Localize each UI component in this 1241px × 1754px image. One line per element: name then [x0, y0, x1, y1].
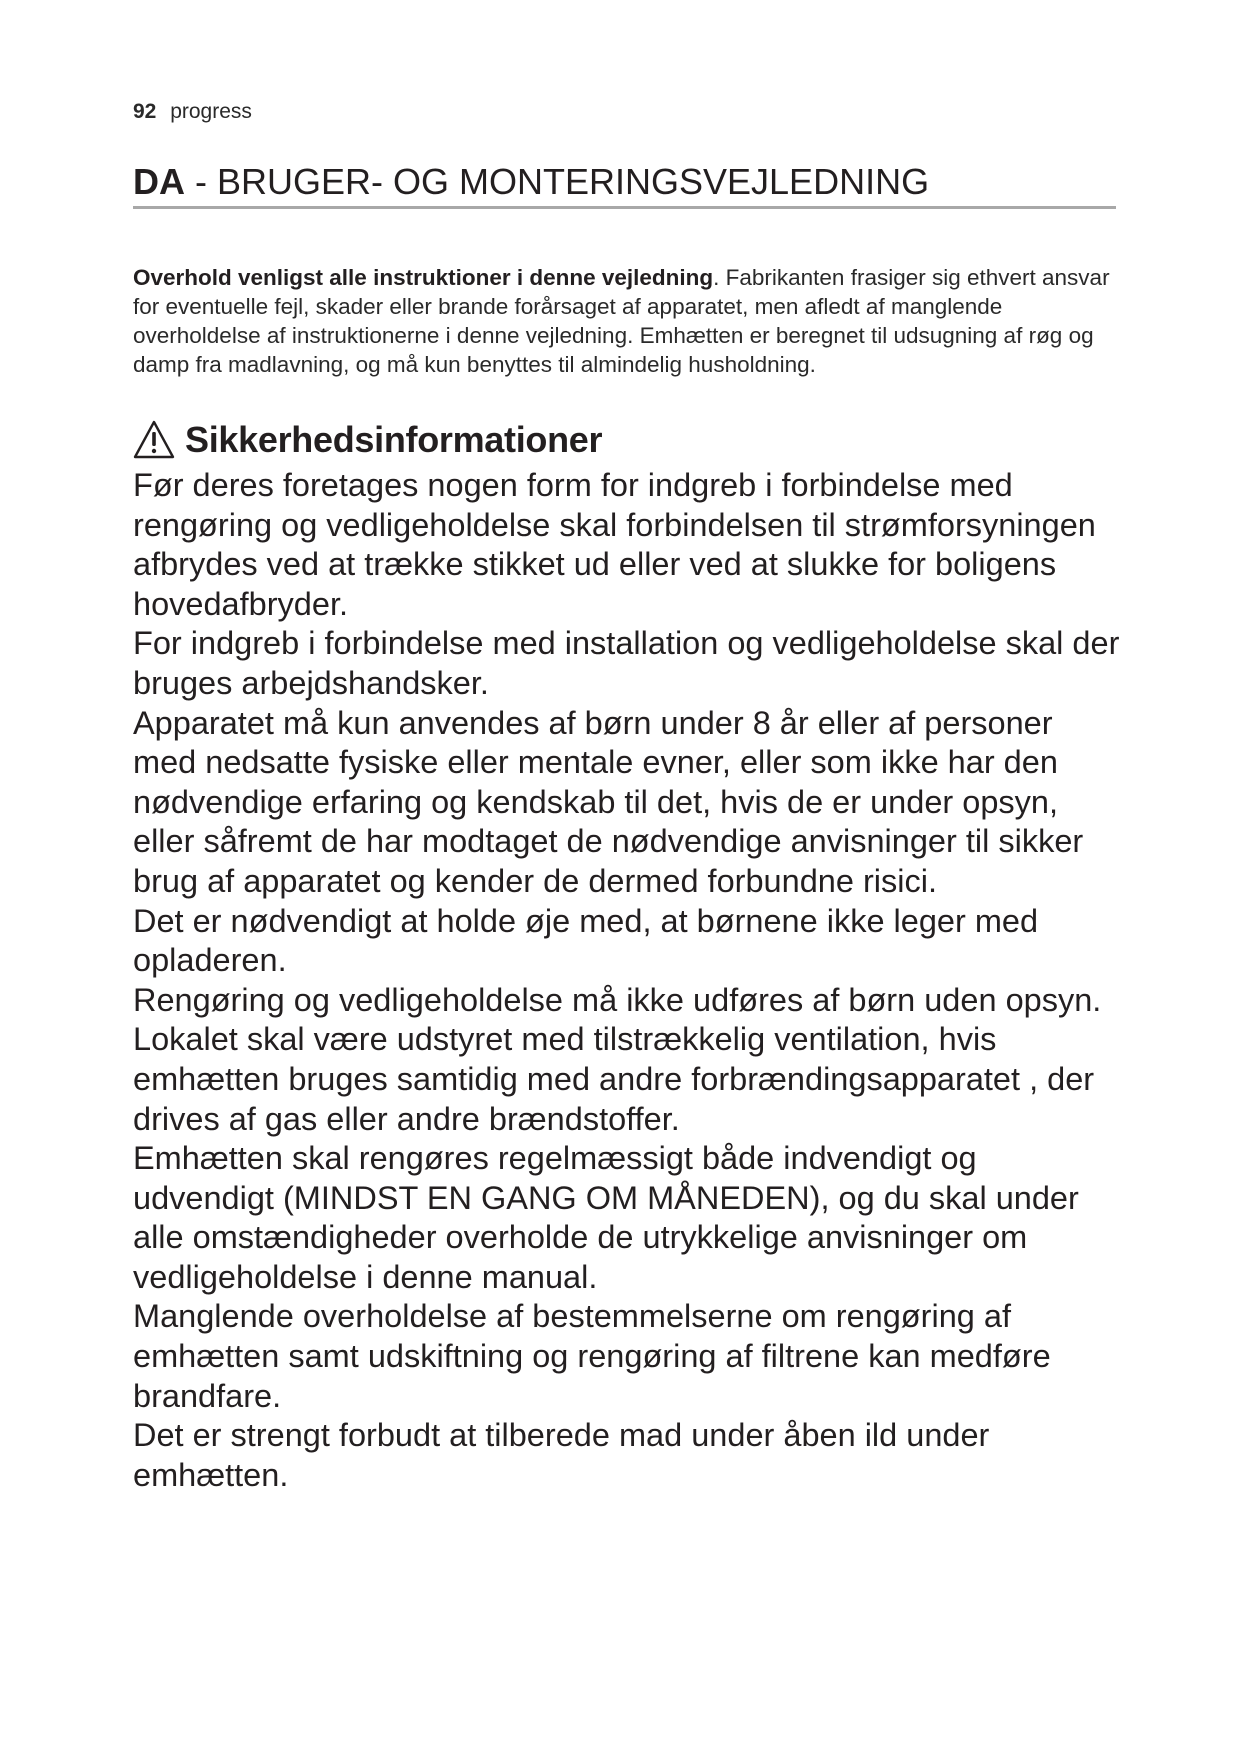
safety-paragraph: Manglende overholdelse af bestemmelserne om rengøring af emhætten samt udskiftning og rengøring af filtrene kan medføre brandfare.	[133, 1298, 1051, 1414]
intro-bold-text: Overhold venligst alle instruktioner i denne vejledning	[133, 265, 714, 290]
safety-paragraph: Apparatet må kun anvendes af børn under 8 år eller af personer med nedsatte fysiske eller mentale evner, eller som ikke har den nødvendige erfaring og kendskab til det, hvis de er under opsyn, eller såfremt de har modtaget de nødvendige anvisninger til sikker brug af apparatet og kender de dermed forbundne risici.	[133, 704, 1084, 899]
safety-paragraph: Det er strengt forbudt at tilberede mad under åben ild under emhætten.	[133, 1417, 990, 1493]
title-text: - BRUGER- OG MONTERINGSVEJLEDNING	[185, 161, 930, 202]
language-code: DA	[133, 161, 185, 202]
intro-paragraph	[133, 263, 1123, 379]
safety-paragraph: Det er nødvendigt at holde øje med, at børnene ikke leger med opladeren.	[133, 902, 1039, 979]
safety-paragraph: Før deres foretages nogen form for indgreb i forbindelse med rengøring og vedligeholdelse skal forbindelsen til strømforsyningen afbrydes ved at trække stikket ud eller ved at slukke for boligens hovedafbryder.	[133, 467, 1096, 622]
brand-name: progress	[170, 100, 252, 123]
safety-paragraph: Lokalet skal være udstyret med tilstrækkelig ventilation, hvis emhætten bruges samtidig med andre forbrændingsapparatet , der drives af gas eller andre brændstoffer.	[133, 1021, 1095, 1137]
page-header	[133, 100, 252, 124]
safety-body	[133, 466, 1123, 1495]
safety-paragraph: Rengøring og vedligeholdelse må ikke udføres af børn uden opsyn.	[133, 981, 1102, 1018]
page-number: 92	[133, 100, 157, 123]
safety-section-heading	[133, 415, 602, 465]
safety-heading-text: Sikkerhedsinformationer	[185, 419, 603, 460]
safety-paragraph: Emhætten skal rengøres regelmæssigt både indvendigt og udvendigt (MINDST EN GANG OM MÅNEDEN), og du skal under alle omstændigheder overholde de utrykkelige anvisninger om vedligeholdelse i denne manual.	[133, 1140, 1079, 1295]
safety-paragraph: For indgreb i forbindelse med installation og vedligeholdelse skal der bruges arbejdshandsker.	[133, 625, 1120, 701]
page-title	[133, 160, 1116, 209]
warning-triangle-icon	[133, 420, 175, 460]
intro-rest-text: . Fabrikanten frasiger sig ethvert ansvar for eventuelle fejl, skader eller brande forårsaget af apparatet, men afledt af manglende overholdelse af instruktionerne i denne vejledning. Emhætten er beregnet til udsugning af røg og damp fra madlavning, og må kun benyttes til almindelig husholdning.	[133, 265, 1110, 377]
